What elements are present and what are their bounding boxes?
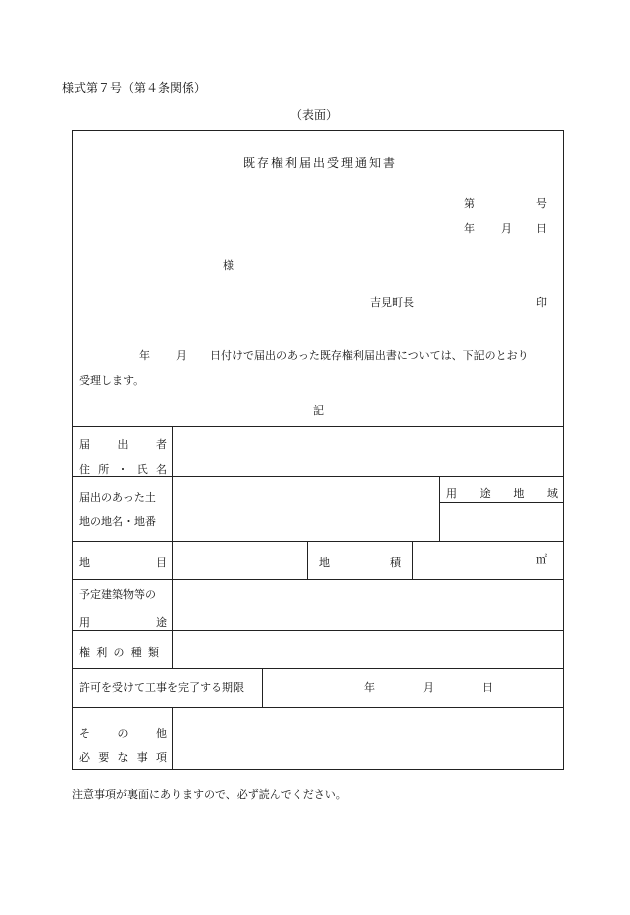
right-type-field[interactable] bbox=[173, 631, 563, 667]
date-year: 年 bbox=[464, 222, 475, 235]
body-text-line1: 日付けで届出のあった既存権利届出書については、下記のとおり bbox=[210, 349, 529, 362]
date-month: 月 bbox=[501, 222, 512, 235]
area-label: 地 積 bbox=[319, 556, 401, 569]
notice-form bbox=[72, 130, 564, 770]
land-label-line2: 地の地名・地番 bbox=[79, 515, 156, 528]
area-unit: ㎡ bbox=[536, 553, 547, 566]
building-label-line1: 予定建築物等の bbox=[79, 588, 156, 601]
date-day: 日 bbox=[536, 222, 547, 235]
col-divider bbox=[307, 541, 308, 579]
other-label-line2: 必 要 な 事 項 bbox=[79, 751, 167, 764]
body-text-line2: 受理します。 bbox=[79, 374, 145, 387]
seal-mark: 印 bbox=[536, 296, 547, 309]
zone-label: 用 途 地 域 bbox=[446, 487, 558, 500]
number-suffix: 号 bbox=[536, 197, 547, 210]
number-prefix: 第 bbox=[464, 197, 475, 210]
issuer-name: 吉見町長 bbox=[370, 296, 414, 309]
other-label-line1: そ の 他 bbox=[79, 727, 167, 740]
applicant-field[interactable] bbox=[173, 427, 563, 475]
building-field[interactable] bbox=[173, 580, 563, 629]
form-title: 既存権利届出受理通知書 bbox=[243, 156, 398, 170]
side-label: （表面） bbox=[290, 108, 339, 122]
chimoku-label: 地 目 bbox=[79, 556, 167, 569]
body-year: 年 bbox=[139, 349, 150, 362]
deadline-day: 日 bbox=[482, 681, 493, 694]
footer-note: 注意事項が裏面にありますので、必ず読んでください。 bbox=[72, 788, 347, 801]
applicant-label-line1: 届 出 者 bbox=[79, 438, 167, 451]
deadline-label: 許可を受けて工事を完了する期限 bbox=[79, 681, 244, 694]
right-type-label: 権 利 の 種 類 bbox=[79, 646, 159, 659]
ki-marker: 記 bbox=[313, 404, 324, 417]
deadline-field[interactable] bbox=[263, 669, 563, 706]
other-field[interactable] bbox=[173, 708, 563, 769]
building-label-line2: 用 途 bbox=[79, 616, 167, 629]
deadline-month: 月 bbox=[423, 681, 434, 694]
deadline-year: 年 bbox=[364, 681, 375, 694]
chimoku-field[interactable] bbox=[173, 542, 306, 578]
form-number: 様式第７号（第４条関係） bbox=[62, 81, 207, 95]
zone-field[interactable] bbox=[440, 503, 563, 540]
addressee-suffix: 様 bbox=[223, 259, 234, 272]
land-field[interactable] bbox=[173, 477, 438, 540]
body-month: 月 bbox=[176, 349, 187, 362]
land-label-line1: 届出のあった土 bbox=[79, 491, 156, 504]
applicant-label-line2: 住 所 ・ 氏 名 bbox=[79, 463, 167, 476]
